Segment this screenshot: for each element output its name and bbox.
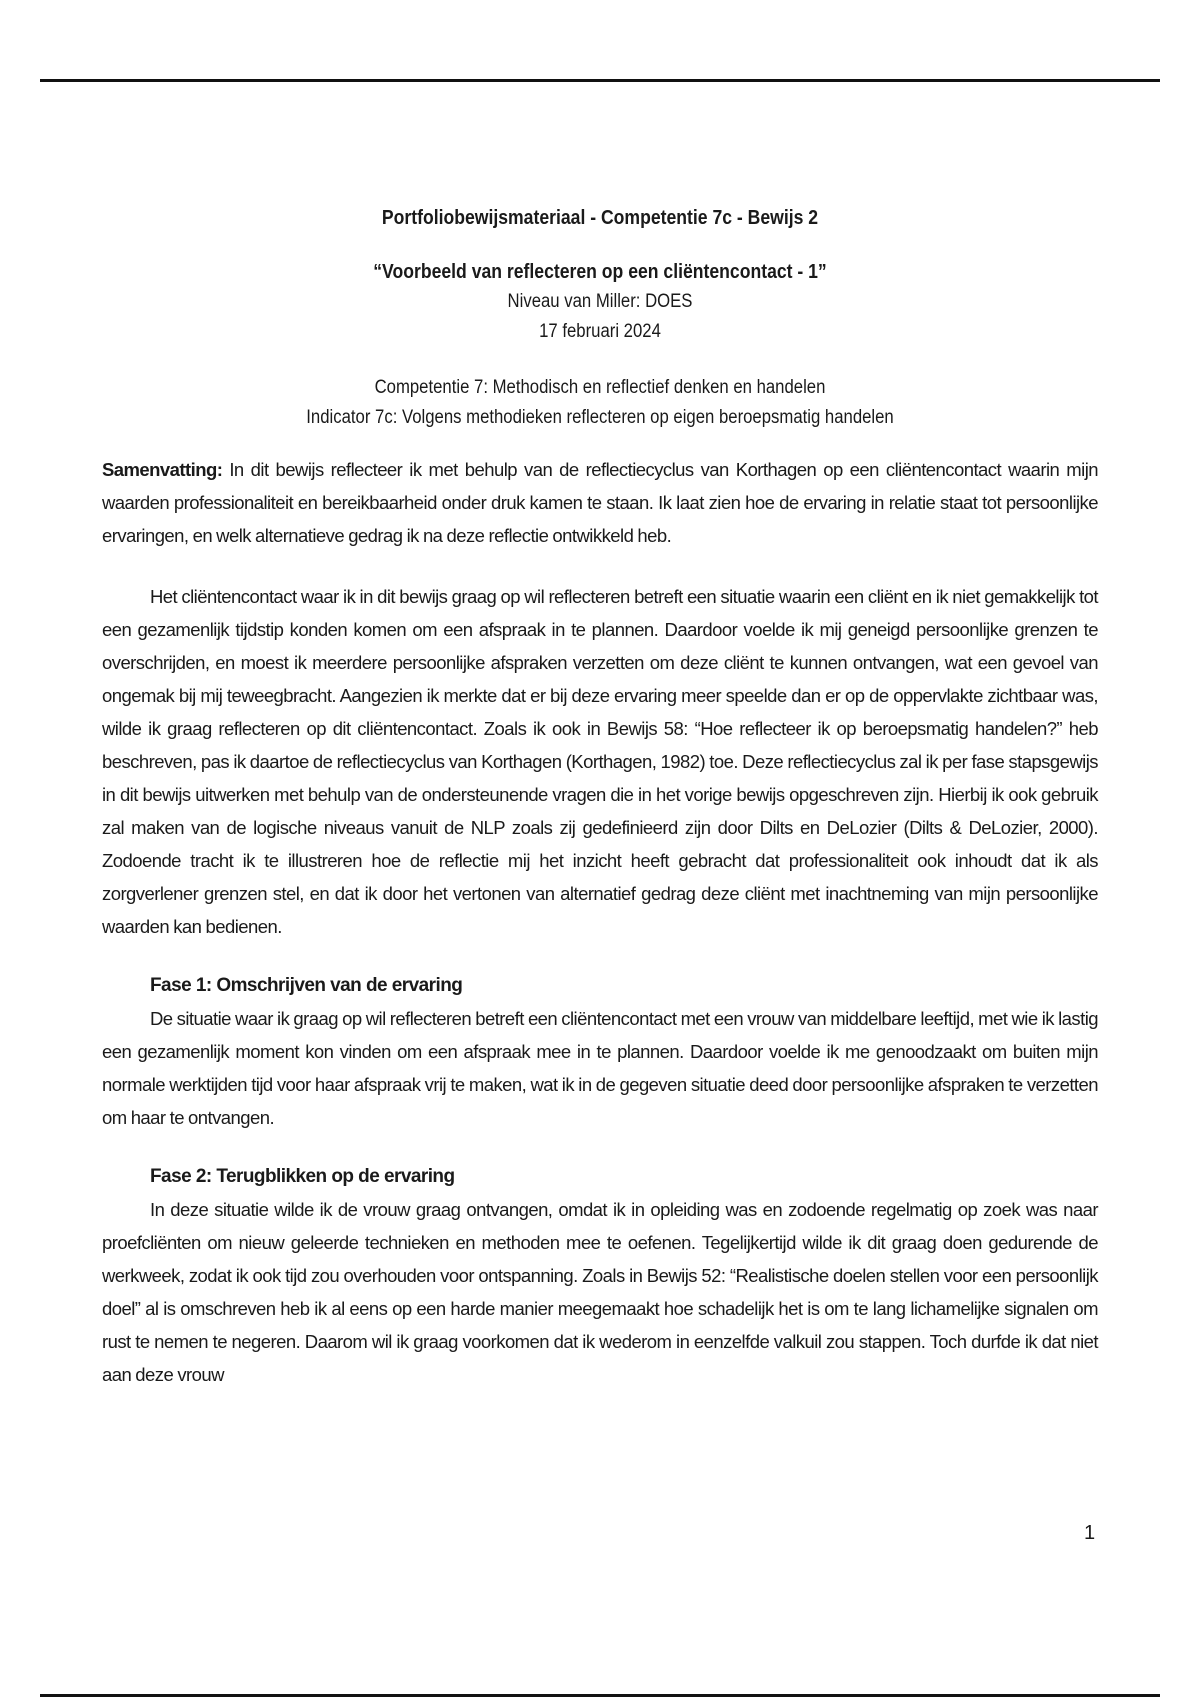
phase2-heading: Fase 2: Terugblikken op de ervaring [150, 1166, 455, 1187]
indicator-line: Indicator 7c: Volgens methodieken reflecteren op eigen beroepsmatig handelen [306, 407, 894, 428]
miller-level: Niveau van Miller: DOES [507, 291, 693, 312]
phase1-paragraph: De situatie waar ik graag op wil reflecteren betreft een cliëntencontact met een vrouw van middelbare leeftijd, met wie ik lastig een gezamenlijk moment kon vinden om een afspraak mee in te plannen. Daardoor voelde ik me genoodzaakt om buiten mijn normale werktijden tijd voor haar afspraak vrij te maken, wat ik in de gegeven situatie deed door persoonlijke afspraken te verzetten om haar te ontvangen. [102, 1008, 1098, 1128]
competence-line: Competentie 7: Methodisch en reflectief denken en handelen [374, 377, 826, 398]
top-rule [40, 79, 1160, 82]
phase2-paragraph: In deze situatie wilde ik de vrouw graag ontvangen, omdat ik in opleiding was en zodoende regelmatig op zoek was naar proefcliënten om nieuw geleerde technieken en methoden mee te oefenen. Tegelijkertijd wilde ik dit graag doen gedurende de werkweek, zodat ik ook tijd zou overhouden voor ontspanning. Zoals in Bewijs 52: “Realistische doelen stellen voor een persoonlijk doel” al is omschreven heb ik al eens op een harde manier meegemaakt hoe schadelijk het is om te lang lichamelijke signalen om rust te nemen te negeren. Daarom wil ik graag voorkomen dat ik wederom in eenzelfde valkuil zou stappen. Toch durfde ik dat niet aan deze vrouw [102, 1199, 1098, 1385]
summary-paragraph [102, 453, 1098, 552]
intro-paragraph: Het cliëntencontact waar ik in dit bewijs graag op wil reflecteren betreft een situatie waarin een cliënt en ik niet gemakkelijk tot een gezamenlijk tijdstip konden komen om een afspraak in te plannen. Daardoor voelde ik mij geneigd persoonlijke grenzen te overschrijden, en moest ik meerdere persoonlijke afspraken verzetten om deze cliënt te kunnen ontvangen, wat een gevoel van ongemak bij mij teweegbracht. Aangezien ik merkte dat er bij deze ervaring meer speelde dan er op de oppervlakte zichtbaar was, wilde ik graag reflecteren op dit cliëntencontact. Zoals ik ook in Bewijs 58: “Hoe reflecteer ik op beroepsmatig handelen?” heb beschreven, pas ik daartoe de reflectiecyclus van Korthagen (Korthagen, 1982) toe. Deze reflectiecyclus zal ik per fase stapsgewijs in dit bewijs uitwerken met behulp van de ondersteunende vragen die in het vorige bewijs opgeschreven zijn. Hierbij ik ook gebruik zal maken van de logische niveaus vanuit de NLP zoals zij gedefinieerd zijn door Dilts en DeLozier (Dilts & DeLozier, 2000). Zodoende tracht ik te illustreren hoe de reflectie mij het inzicht heeft gebracht dat professionaliteit ook inhoudt dat ik als zorgverlener grenzen stel, en dat ik door het vertonen van alternatief gedrag deze cliënt met inachtneming van mijn persoonlijke waarden kan bedienen. [102, 586, 1098, 937]
document-body [102, 453, 1098, 1391]
title-block [162, 203, 1038, 433]
bottom-rule [40, 1694, 1160, 1697]
document-date: 17 februari 2024 [539, 321, 661, 342]
document-subtitle: “Voorbeeld van reflecteren op een cliëntencontact - 1” [373, 261, 827, 283]
summary-label: Samenvatting: [102, 459, 223, 480]
summary-text: In dit bewijs reflecteer ik met behulp van de reflectiecyclus van Korthagen op een cliëntencontact waarin mijn waarden professionaliteit en bereikbaarheid onder druk kamen te staan. Ik laat zien hoe de ervaring in relatie staat tot persoonlijke ervaringen, en welk alternatieve gedrag ik na deze reflectie ontwikkeld heb. [102, 459, 1098, 546]
phase1-heading: Fase 1: Omschrijven van de ervaring [150, 975, 463, 996]
page-content [102, 203, 1098, 1391]
page-number: 1 [1084, 1522, 1096, 1544]
document-title: Portfoliobewijsmateriaal - Competentie 7c - Bewijs 2 [381, 207, 819, 229]
